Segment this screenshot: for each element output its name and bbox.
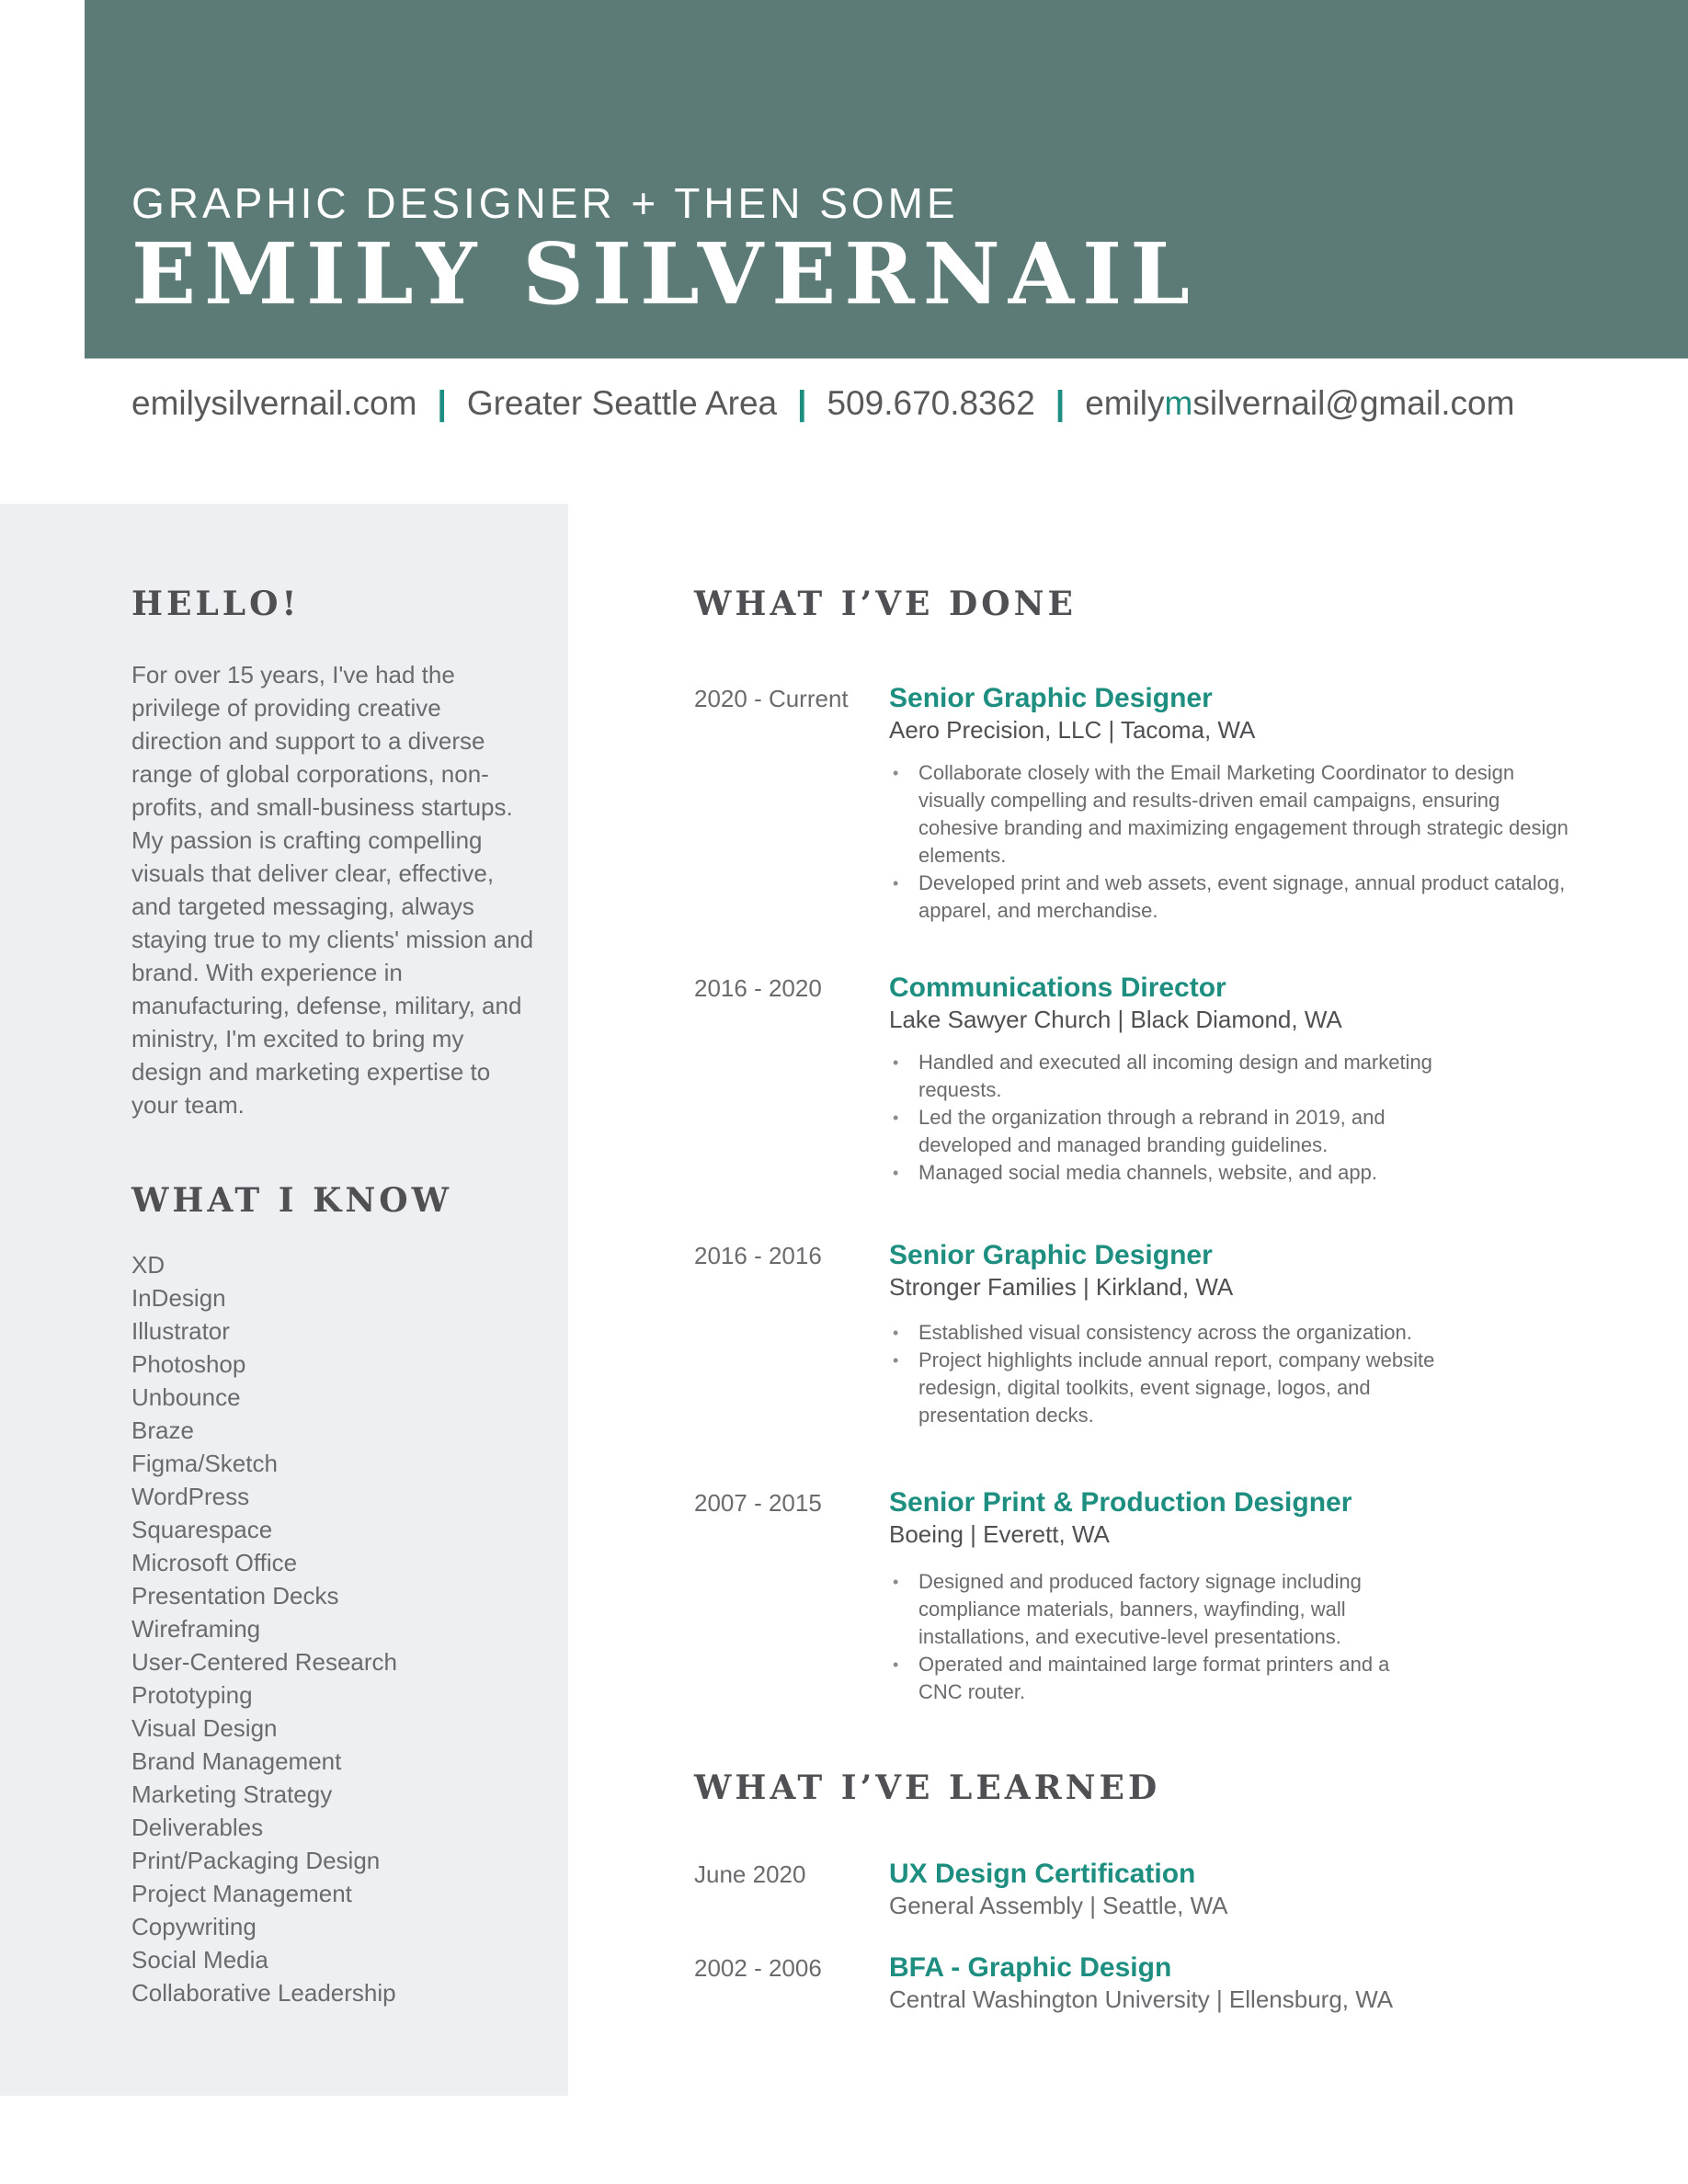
job-bullet: • Handled and executed all incoming design and marketing requests. [889, 1049, 1441, 1104]
skill-item: Figma/Sketch [131, 1450, 278, 1477]
skill-item: WordPress [131, 1483, 250, 1510]
skill-item: User-Centered Research [131, 1648, 398, 1676]
education-title: BFA - Graphic Design [889, 1952, 1172, 1983]
contact-separator: | [797, 384, 807, 422]
skills-heading: WHAT I KNOW [131, 1181, 453, 1220]
skill-item: Illustrator [131, 1317, 230, 1345]
job-company: Aero Precision, LLC | Tacoma, WA [889, 716, 1256, 744]
skill-item: Presentation Decks [131, 1582, 339, 1610]
job-bullets [889, 1568, 1427, 1706]
email-link[interactable] [1085, 384, 1514, 423]
skill-item: Visual Design [131, 1714, 278, 1742]
phone-link[interactable]: 509.670.8362 [827, 384, 1035, 422]
job-dates: 2016 - 2016 [694, 1242, 822, 1269]
education-dates: 2002 - 2006 [694, 1954, 822, 1982]
job-bullet: • Project highlights include annual report, company website redesign, digital toolkits, event signage, logos, and presentation decks. [889, 1347, 1459, 1429]
job-bullets [889, 1319, 1459, 1429]
skill-item: InDesign [131, 1284, 226, 1312]
job-dates: 2020 - Current [694, 685, 849, 712]
education-school: Central Washington University | Ellensburg, WA [889, 1985, 1394, 2013]
website-link[interactable]: emilysilvernail.com [131, 384, 417, 422]
job-company: Boeing | Everett, WA [889, 1520, 1110, 1548]
job-bullet: • Operated and maintained large format printers and a CNC router. [889, 1651, 1427, 1706]
skill-item: Unbounce [131, 1383, 241, 1411]
hello-heading: HELLO! [131, 585, 301, 623]
skill-item: Photoshop [131, 1350, 246, 1378]
education-dates: June 2020 [694, 1860, 806, 1888]
skill-item: Project Management [131, 1880, 352, 1907]
skill-item: Squarespace [131, 1516, 273, 1543]
job-title: Senior Graphic Designer [889, 1240, 1213, 1270]
skill-item: Print/Packaging Design [131, 1847, 381, 1874]
job-title: Communications Director [889, 973, 1226, 1003]
job-company: Stronger Families | Kirkland, WA [889, 1273, 1234, 1301]
skill-item: Microsoft Office [131, 1549, 298, 1576]
contact-bar [131, 384, 1514, 423]
skill-item: Marketing Strategy [131, 1780, 333, 1808]
location-text: Greater Seattle Area [466, 384, 778, 422]
job-bullets [889, 1049, 1441, 1187]
job-bullet: • Developed print and web assets, event signage, annual product catalog, apparel, and merchandise. [889, 870, 1569, 925]
job-bullet: • Collaborate closely with the Email Marketing Coordinator to design visually compelling and results-driven email campaigns, ensuring cohesive branding and maximizing engagement through strategic design elements. [889, 759, 1569, 870]
job-bullet: • Established visual consistency across the organization. [889, 1319, 1459, 1347]
email-part: silvernail@gmail.com [1192, 384, 1515, 422]
skills-list [131, 1248, 397, 2009]
education-school: General Assembly | Seattle, WA [889, 1892, 1228, 1919]
job-bullet: • Managed social media channels, website, and app. [889, 1159, 1441, 1187]
email-part-highlight: m [1164, 384, 1193, 422]
experience-heading: WHAT I’VE DONE [694, 585, 1077, 623]
skill-item: Wireframing [131, 1615, 261, 1643]
resume-name: EMILY SILVERNAIL [131, 224, 1198, 324]
intro-text: For over 15 years, I've had the privilege of providing creative direction and support to a diverse range of global corporations, non-profits, and small-business startups. My passion is crafting compelling visuals that deliver clear, effective, and targeted messaging, always staying true to my clients' mission and brand. With experience in manufacturing, defense, military, and ministry, I'm excited to bring my design and marketing expertise to your team. [131, 661, 534, 1119]
contact-separator: | [1055, 384, 1066, 422]
skill-item: Copywriting [131, 1913, 257, 1940]
skill-item: Collaborative Leadership [131, 1979, 396, 2007]
job-title: Senior Graphic Designer [889, 683, 1213, 713]
skill-item: Brand Management [131, 1747, 342, 1775]
job-bullet: • Led the organization through a rebrand in 2019, and developed and managed branding guidelines. [889, 1104, 1441, 1159]
contact-separator: | [437, 384, 447, 422]
email-part: emily [1085, 384, 1165, 422]
skill-item: Deliverables [131, 1814, 264, 1841]
skill-item: Social Media [131, 1946, 268, 1974]
education-heading: WHAT I’VE LEARNED [694, 1769, 1161, 1807]
job-title: Senior Print & Production Designer [889, 1487, 1352, 1518]
skill-item: XD [131, 1251, 165, 1279]
job-dates: 2016 - 2020 [694, 974, 822, 1002]
job-bullets [889, 759, 1569, 925]
job-company: Lake Sawyer Church | Black Diamond, WA [889, 1006, 1342, 1033]
skill-item: Braze [131, 1416, 194, 1444]
job-bullet: • Designed and produced factory signage including compliance materials, banners, wayfinding, wall installations, and executive-level presentations. [889, 1568, 1427, 1651]
skill-item: Prototyping [131, 1681, 253, 1709]
education-title: UX Design Certification [889, 1859, 1196, 1889]
job-dates: 2007 - 2015 [694, 1489, 822, 1517]
job-subtitle: GRAPHIC DESIGNER + THEN SOME [131, 179, 959, 227]
